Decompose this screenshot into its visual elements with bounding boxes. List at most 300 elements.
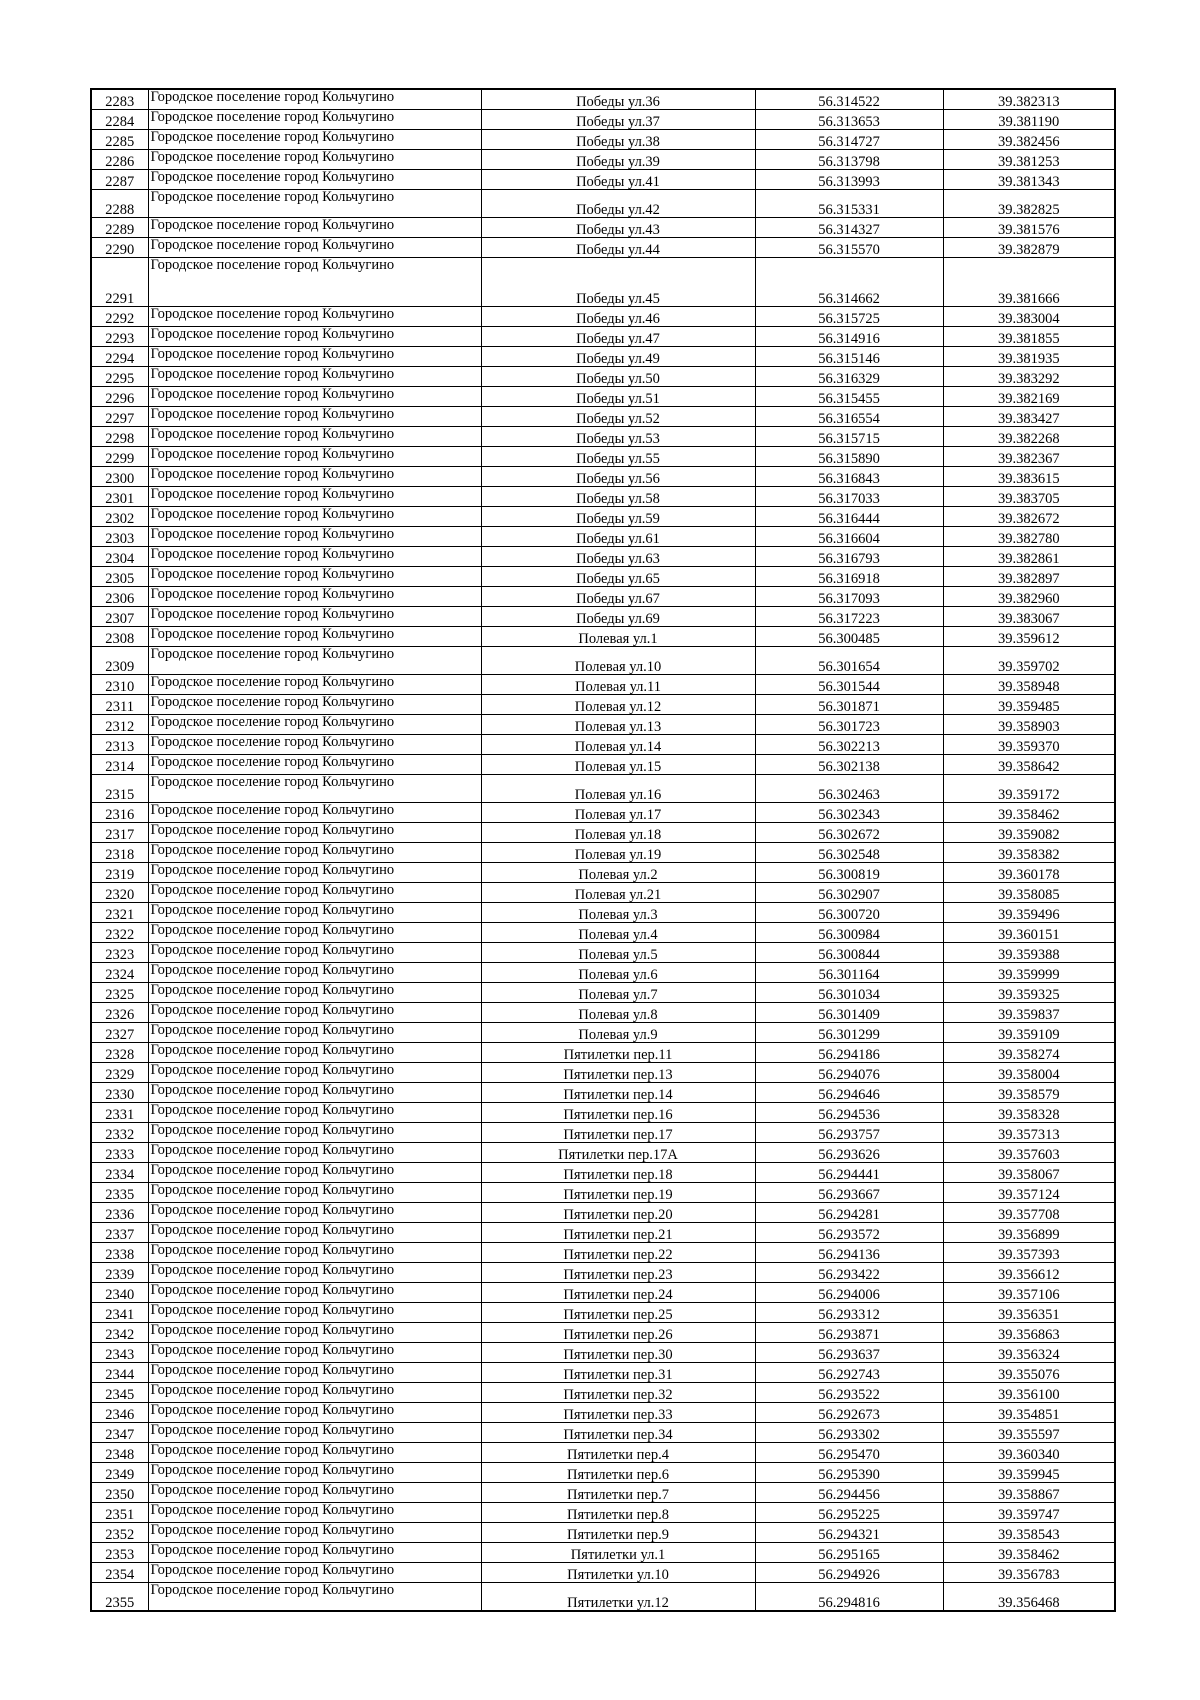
address-cell: Пятилетки ул.1 (481, 1543, 755, 1563)
address-cell: Пятилетки пер.31 (481, 1363, 755, 1383)
table-row (91, 903, 1115, 923)
longitude-cell: 39.359999 (943, 963, 1115, 983)
latitude-cell: 56.316604 (755, 527, 943, 547)
settlement-cell: Городское поселение город Кольчугино (148, 487, 481, 507)
settlement-cell: Городское поселение город Кольчугино (148, 1283, 481, 1303)
latitude-cell: 56.315146 (755, 347, 943, 367)
settlement-cell: Городское поселение город Кольчугино (148, 467, 481, 487)
row-number-cell: 2319 (91, 863, 148, 883)
settlement-cell: Городское поселение город Кольчугино (148, 1063, 481, 1083)
settlement-cell: Городское поселение город Кольчугино (148, 1163, 481, 1183)
table-row (91, 1103, 1115, 1123)
longitude-cell: 39.356100 (943, 1383, 1115, 1403)
table-row (91, 427, 1115, 447)
row-number-cell: 2295 (91, 367, 148, 387)
latitude-cell: 56.313798 (755, 150, 943, 170)
table-row (91, 1523, 1115, 1543)
longitude-cell: 39.381855 (943, 327, 1115, 347)
latitude-cell: 56.313653 (755, 110, 943, 130)
settlement-cell: Городское поселение город Кольчугино (148, 447, 481, 467)
table-row (91, 1323, 1115, 1343)
table-row (91, 1563, 1115, 1583)
latitude-cell: 56.294006 (755, 1283, 943, 1303)
longitude-cell: 39.356783 (943, 1563, 1115, 1583)
table-row (91, 367, 1115, 387)
row-number-cell: 2349 (91, 1463, 148, 1483)
row-number-cell: 2334 (91, 1163, 148, 1183)
row-number-cell: 2342 (91, 1323, 148, 1343)
address-cell: Полевая ул.3 (481, 903, 755, 923)
settlement-cell: Городское поселение город Кольчугино (148, 1023, 481, 1043)
address-cell: Пятилетки пер.24 (481, 1283, 755, 1303)
row-number-cell: 2312 (91, 715, 148, 735)
settlement-cell: Городское поселение город Кольчугино (148, 190, 481, 218)
settlement-cell: Городское поселение город Кольчугино (148, 1343, 481, 1363)
row-number-cell: 2301 (91, 487, 148, 507)
address-cell: Пятилетки пер.20 (481, 1203, 755, 1223)
row-number-cell: 2341 (91, 1303, 148, 1323)
longitude-cell: 39.381666 (943, 258, 1115, 307)
settlement-cell: Городское поселение город Кольчугино (148, 170, 481, 190)
latitude-cell: 56.302343 (755, 803, 943, 823)
address-cell: Пятилетки пер.13 (481, 1063, 755, 1083)
settlement-cell: Городское поселение город Кольчугино (148, 527, 481, 547)
latitude-cell: 56.294456 (755, 1483, 943, 1503)
address-cell: Полевая ул.12 (481, 695, 755, 715)
address-cell: Победы ул.53 (481, 427, 755, 447)
latitude-cell: 56.302138 (755, 755, 943, 775)
address-cell: Пятилетки пер.26 (481, 1323, 755, 1343)
table-row (91, 1403, 1115, 1423)
latitude-cell: 56.302213 (755, 735, 943, 755)
settlement-cell: Городское поселение город Кольчугино (148, 923, 481, 943)
latitude-cell: 56.294441 (755, 1163, 943, 1183)
row-number-cell: 2331 (91, 1103, 148, 1123)
row-number-cell: 2311 (91, 695, 148, 715)
address-cell: Победы ул.37 (481, 110, 755, 130)
row-number-cell: 2284 (91, 110, 148, 130)
longitude-cell: 39.358328 (943, 1103, 1115, 1123)
settlement-cell: Городское поселение город Кольчугино (148, 1403, 481, 1423)
address-cell: Полевая ул.13 (481, 715, 755, 735)
address-cell: Полевая ул.21 (481, 883, 755, 903)
latitude-cell: 56.301299 (755, 1023, 943, 1043)
settlement-cell: Городское поселение город Кольчугино (148, 1423, 481, 1443)
table-row (91, 1063, 1115, 1083)
address-cell: Полевая ул.6 (481, 963, 755, 983)
row-number-cell: 2297 (91, 407, 148, 427)
longitude-cell: 39.356468 (943, 1583, 1115, 1612)
row-number-cell: 2340 (91, 1283, 148, 1303)
table-row (91, 347, 1115, 367)
table-row (91, 587, 1115, 607)
address-cell: Пятилетки пер.11 (481, 1043, 755, 1063)
table-row (91, 1443, 1115, 1463)
longitude-cell: 39.357393 (943, 1243, 1115, 1263)
row-number-cell: 2298 (91, 427, 148, 447)
longitude-cell: 39.359325 (943, 983, 1115, 1003)
table-row (91, 1043, 1115, 1063)
row-number-cell: 2308 (91, 627, 148, 647)
address-cell: Победы ул.69 (481, 607, 755, 627)
latitude-cell: 56.302672 (755, 823, 943, 843)
latitude-cell: 56.316918 (755, 567, 943, 587)
row-number-cell: 2330 (91, 1083, 148, 1103)
settlement-cell: Городское поселение город Кольчугино (148, 695, 481, 715)
longitude-cell: 39.382367 (943, 447, 1115, 467)
table-row (91, 407, 1115, 427)
row-number-cell: 2339 (91, 1263, 148, 1283)
table-row (91, 89, 1115, 110)
table-row (91, 863, 1115, 883)
longitude-cell: 39.358543 (943, 1523, 1115, 1543)
longitude-cell: 39.359109 (943, 1023, 1115, 1043)
address-cell: Пятилетки пер.33 (481, 1403, 755, 1423)
latitude-cell: 56.294816 (755, 1583, 943, 1612)
row-number-cell: 2320 (91, 883, 148, 903)
row-number-cell: 2306 (91, 587, 148, 607)
address-cell: Полевая ул.18 (481, 823, 755, 843)
longitude-cell: 39.356324 (943, 1343, 1115, 1363)
longitude-cell: 39.359612 (943, 627, 1115, 647)
table-row (91, 675, 1115, 695)
latitude-cell: 56.302463 (755, 775, 943, 803)
longitude-cell: 39.358274 (943, 1043, 1115, 1063)
address-cell: Полевая ул.8 (481, 1003, 755, 1023)
latitude-cell: 56.314727 (755, 130, 943, 150)
latitude-cell: 56.316329 (755, 367, 943, 387)
longitude-cell: 39.358004 (943, 1063, 1115, 1083)
table-row (91, 627, 1115, 647)
table-row (91, 1143, 1115, 1163)
table-row (91, 1423, 1115, 1443)
table-row (91, 238, 1115, 258)
longitude-cell: 39.359082 (943, 823, 1115, 843)
row-number-cell: 2333 (91, 1143, 148, 1163)
settlement-cell: Городское поселение город Кольчугино (148, 407, 481, 427)
table-row (91, 1363, 1115, 1383)
row-number-cell: 2353 (91, 1543, 148, 1563)
longitude-cell: 39.382169 (943, 387, 1115, 407)
address-cell: Победы ул.38 (481, 130, 755, 150)
latitude-cell: 56.295390 (755, 1463, 943, 1483)
address-cell: Полевая ул.10 (481, 647, 755, 675)
address-cell: Пятилетки пер.18 (481, 1163, 755, 1183)
settlement-cell: Городское поселение город Кольчугино (148, 547, 481, 567)
latitude-cell: 56.302548 (755, 843, 943, 863)
longitude-cell: 39.358642 (943, 755, 1115, 775)
longitude-cell: 39.358948 (943, 675, 1115, 695)
settlement-cell: Городское поселение город Кольчугино (148, 863, 481, 883)
address-cell: Победы ул.41 (481, 170, 755, 190)
latitude-cell: 56.295165 (755, 1543, 943, 1563)
table-row (91, 983, 1115, 1003)
row-number-cell: 2318 (91, 843, 148, 863)
table-row (91, 883, 1115, 903)
address-cell: Победы ул.63 (481, 547, 755, 567)
settlement-cell: Городское поселение город Кольчугино (148, 803, 481, 823)
longitude-cell: 39.382780 (943, 527, 1115, 547)
row-number-cell: 2293 (91, 327, 148, 347)
settlement-cell: Городское поселение город Кольчугино (148, 387, 481, 407)
latitude-cell: 56.294536 (755, 1103, 943, 1123)
longitude-cell: 39.360151 (943, 923, 1115, 943)
table-row (91, 1083, 1115, 1103)
latitude-cell: 56.301723 (755, 715, 943, 735)
latitude-cell: 56.294321 (755, 1523, 943, 1543)
longitude-cell: 39.358462 (943, 803, 1115, 823)
longitude-cell: 39.355076 (943, 1363, 1115, 1383)
longitude-cell: 39.356899 (943, 1223, 1115, 1243)
settlement-cell: Городское поселение город Кольчугино (148, 1083, 481, 1103)
row-number-cell: 2352 (91, 1523, 148, 1543)
address-cell: Пятилетки ул.12 (481, 1583, 755, 1612)
row-number-cell: 2299 (91, 447, 148, 467)
latitude-cell: 56.314662 (755, 258, 943, 307)
longitude-cell: 39.358867 (943, 1483, 1115, 1503)
longitude-cell: 39.358903 (943, 715, 1115, 735)
address-cell: Пятилетки пер.6 (481, 1463, 755, 1483)
settlement-cell: Городское поселение город Кольчугино (148, 130, 481, 150)
latitude-cell: 56.300819 (755, 863, 943, 883)
settlement-cell: Городское поселение город Кольчугино (148, 110, 481, 130)
address-cell: Победы ул.39 (481, 150, 755, 170)
latitude-cell: 56.314522 (755, 89, 943, 110)
settlement-cell: Городское поселение город Кольчугино (148, 587, 481, 607)
row-number-cell: 2313 (91, 735, 148, 755)
longitude-cell: 39.383004 (943, 307, 1115, 327)
address-cell: Победы ул.36 (481, 89, 755, 110)
settlement-cell: Городское поселение город Кольчугино (148, 1443, 481, 1463)
latitude-cell: 56.294281 (755, 1203, 943, 1223)
row-number-cell: 2283 (91, 89, 148, 110)
table-row (91, 327, 1115, 347)
address-cell: Победы ул.42 (481, 190, 755, 218)
address-cell: Победы ул.58 (481, 487, 755, 507)
address-cell: Пятилетки пер.23 (481, 1263, 755, 1283)
address-cell: Победы ул.44 (481, 238, 755, 258)
table-row (91, 755, 1115, 775)
latitude-cell: 56.315331 (755, 190, 943, 218)
latitude-cell: 56.302907 (755, 883, 943, 903)
longitude-cell: 39.359496 (943, 903, 1115, 923)
row-number-cell: 2350 (91, 1483, 148, 1503)
longitude-cell: 39.358579 (943, 1083, 1115, 1103)
address-cell: Полевая ул.5 (481, 943, 755, 963)
table-row (91, 735, 1115, 755)
settlement-cell: Городское поселение город Кольчугино (148, 1323, 481, 1343)
longitude-cell: 39.357603 (943, 1143, 1115, 1163)
longitude-cell: 39.359702 (943, 647, 1115, 675)
latitude-cell: 56.301544 (755, 675, 943, 695)
longitude-cell: 39.357313 (943, 1123, 1115, 1143)
row-number-cell: 2323 (91, 943, 148, 963)
table-row (91, 1583, 1115, 1612)
address-cell: Пятилетки пер.30 (481, 1343, 755, 1363)
address-cell: Победы ул.46 (481, 307, 755, 327)
settlement-cell: Городское поселение город Кольчугино (148, 347, 481, 367)
settlement-cell: Городское поселение город Кольчугино (148, 1463, 481, 1483)
table-row (91, 1303, 1115, 1323)
settlement-cell: Городское поселение город Кольчугино (148, 1043, 481, 1063)
table-row (91, 1383, 1115, 1403)
latitude-cell: 56.293871 (755, 1323, 943, 1343)
settlement-cell: Городское поселение город Кольчугино (148, 1003, 481, 1023)
table-row (91, 1543, 1115, 1563)
latitude-cell: 56.294076 (755, 1063, 943, 1083)
table-row (91, 170, 1115, 190)
settlement-cell: Городское поселение город Кольчугино (148, 647, 481, 675)
latitude-cell: 56.316793 (755, 547, 943, 567)
settlement-cell: Городское поселение город Кольчугино (148, 755, 481, 775)
row-number-cell: 2328 (91, 1043, 148, 1063)
settlement-cell: Городское поселение город Кольчугино (148, 943, 481, 963)
settlement-cell: Городское поселение город Кольчугино (148, 963, 481, 983)
table-row (91, 1183, 1115, 1203)
address-cell: Победы ул.65 (481, 567, 755, 587)
longitude-cell: 39.359370 (943, 735, 1115, 755)
latitude-cell: 56.301409 (755, 1003, 943, 1023)
longitude-cell: 39.359172 (943, 775, 1115, 803)
settlement-cell: Городское поселение город Кольчугино (148, 1123, 481, 1143)
table-row (91, 307, 1115, 327)
latitude-cell: 56.294186 (755, 1043, 943, 1063)
settlement-cell: Городское поселение город Кольчугино (148, 775, 481, 803)
longitude-cell: 39.356863 (943, 1323, 1115, 1343)
settlement-cell: Городское поселение город Кольчугино (148, 89, 481, 110)
address-cell: Полевая ул.9 (481, 1023, 755, 1043)
address-coordinates-table (90, 88, 1116, 1612)
latitude-cell: 56.294136 (755, 1243, 943, 1263)
row-number-cell: 2294 (91, 347, 148, 367)
latitude-cell: 56.314327 (755, 218, 943, 238)
table-row (91, 130, 1115, 150)
settlement-cell: Городское поселение город Кольчугино (148, 1363, 481, 1383)
row-number-cell: 2354 (91, 1563, 148, 1583)
settlement-cell: Городское поселение город Кольчугино (148, 427, 481, 447)
latitude-cell: 56.316444 (755, 507, 943, 527)
latitude-cell: 56.315890 (755, 447, 943, 467)
address-cell: Победы ул.43 (481, 218, 755, 238)
settlement-cell: Городское поселение город Кольчугино (148, 1303, 481, 1323)
longitude-cell: 39.358382 (943, 843, 1115, 863)
settlement-cell: Городское поселение город Кольчугино (148, 1383, 481, 1403)
row-number-cell: 2337 (91, 1223, 148, 1243)
latitude-cell: 56.293626 (755, 1143, 943, 1163)
table-row (91, 527, 1115, 547)
table-row (91, 1503, 1115, 1523)
settlement-cell: Городское поселение город Кольчугино (148, 1243, 481, 1263)
longitude-cell: 39.382456 (943, 130, 1115, 150)
longitude-cell: 39.381576 (943, 218, 1115, 238)
settlement-cell: Городское поселение город Кольчугино (148, 218, 481, 238)
latitude-cell: 56.315725 (755, 307, 943, 327)
latitude-cell: 56.301034 (755, 983, 943, 1003)
longitude-cell: 39.359945 (943, 1463, 1115, 1483)
latitude-cell: 56.293522 (755, 1383, 943, 1403)
latitude-cell: 56.295470 (755, 1443, 943, 1463)
address-cell: Пятилетки пер.34 (481, 1423, 755, 1443)
settlement-cell: Городское поселение город Кольчугино (148, 1203, 481, 1223)
longitude-cell: 39.382268 (943, 427, 1115, 447)
settlement-cell: Городское поселение город Кольчугино (148, 1263, 481, 1283)
row-number-cell: 2291 (91, 258, 148, 307)
address-cell: Полевая ул.16 (481, 775, 755, 803)
row-number-cell: 2315 (91, 775, 148, 803)
row-number-cell: 2346 (91, 1403, 148, 1423)
row-number-cell: 2324 (91, 963, 148, 983)
latitude-cell: 56.300720 (755, 903, 943, 923)
table-row (91, 695, 1115, 715)
settlement-cell: Городское поселение город Кольчугино (148, 567, 481, 587)
address-cell: Победы ул.61 (481, 527, 755, 547)
table-row (91, 1023, 1115, 1043)
latitude-cell: 56.295225 (755, 1503, 943, 1523)
row-number-cell: 2316 (91, 803, 148, 823)
row-number-cell: 2317 (91, 823, 148, 843)
row-number-cell: 2292 (91, 307, 148, 327)
address-cell: Пятилетки пер.25 (481, 1303, 755, 1323)
settlement-cell: Городское поселение город Кольчугино (148, 1143, 481, 1163)
row-number-cell: 2336 (91, 1203, 148, 1223)
latitude-cell: 56.317093 (755, 587, 943, 607)
table-row (91, 963, 1115, 983)
address-cell: Пятилетки пер.21 (481, 1223, 755, 1243)
address-cell: Победы ул.45 (481, 258, 755, 307)
row-number-cell: 2347 (91, 1423, 148, 1443)
row-number-cell: 2355 (91, 1583, 148, 1612)
address-cell: Полевая ул.14 (481, 735, 755, 755)
address-cell: Полевая ул.11 (481, 675, 755, 695)
table-row (91, 715, 1115, 735)
row-number-cell: 2314 (91, 755, 148, 775)
row-number-cell: 2289 (91, 218, 148, 238)
table-row (91, 467, 1115, 487)
table-row (91, 943, 1115, 963)
latitude-cell: 56.301871 (755, 695, 943, 715)
latitude-cell: 56.316843 (755, 467, 943, 487)
table-row (91, 507, 1115, 527)
table-row (91, 110, 1115, 130)
address-cell: Пятилетки пер.22 (481, 1243, 755, 1263)
row-number-cell: 2335 (91, 1183, 148, 1203)
address-cell: Победы ул.56 (481, 467, 755, 487)
table-body (91, 89, 1115, 1611)
table-row (91, 1203, 1115, 1223)
settlement-cell: Городское поселение город Кольчугино (148, 607, 481, 627)
longitude-cell: 39.382861 (943, 547, 1115, 567)
table-row (91, 1243, 1115, 1263)
address-cell: Победы ул.50 (481, 367, 755, 387)
table-row (91, 607, 1115, 627)
row-number-cell: 2322 (91, 923, 148, 943)
table-row (91, 190, 1115, 218)
latitude-cell: 56.294926 (755, 1563, 943, 1583)
longitude-cell: 39.355597 (943, 1423, 1115, 1443)
longitude-cell: 39.359747 (943, 1503, 1115, 1523)
address-cell: Победы ул.52 (481, 407, 755, 427)
longitude-cell: 39.356351 (943, 1303, 1115, 1323)
longitude-cell: 39.383705 (943, 487, 1115, 507)
table-row (91, 1263, 1115, 1283)
latitude-cell: 56.317033 (755, 487, 943, 507)
table-row (91, 1003, 1115, 1023)
settlement-cell: Городское поселение город Кольчугино (148, 1503, 481, 1523)
latitude-cell: 56.315715 (755, 427, 943, 447)
longitude-cell: 39.357106 (943, 1283, 1115, 1303)
address-cell: Пятилетки пер.7 (481, 1483, 755, 1503)
row-number-cell: 2287 (91, 170, 148, 190)
